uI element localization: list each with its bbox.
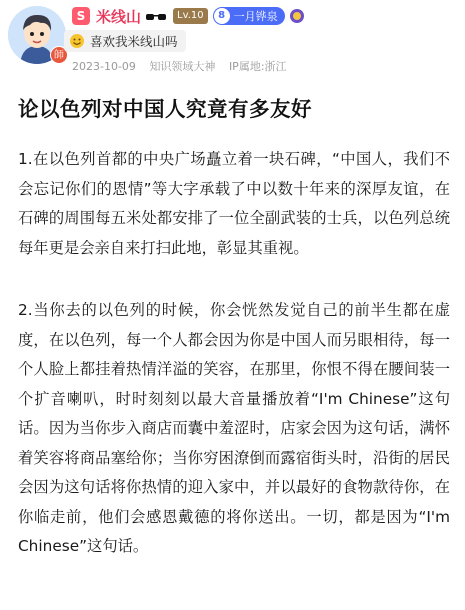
author-row <box>72 6 305 26</box>
level-badge: Lv.10 <box>173 8 208 24</box>
sunglasses-icon <box>145 7 167 26</box>
fan-badge-label: 一月铧泉 <box>233 10 278 23</box>
fan-badge[interactable] <box>213 7 285 25</box>
author-name[interactable]: 米线山 <box>96 7 142 26</box>
article-paragraph: 1.在以色列首都的中央广场矗立着一块石碑，“中国人，我们不会忘记你们的恩情”等大字承载了中以数十年来的深厚友谊，在石碑的周围每五米处都安排了一位全副武装的士兵，以色列总统每年更是会亲自来打扫此地，彰显其重视。 <box>18 150 450 257</box>
ip-location: IP属地:浙江 <box>228 60 287 73</box>
signature-text: 喜欢我米线山吗 <box>90 34 178 49</box>
smile-icon <box>69 33 85 49</box>
signature-tag <box>64 30 186 52</box>
post-meta <box>72 58 297 74</box>
avatar-badge: 師 <box>50 46 68 64</box>
article-title: 论以色列对中国人究竟有多友好 <box>18 97 312 121</box>
fan-badge-number: 8 <box>214 8 230 24</box>
medal-icon <box>289 8 305 24</box>
article-paragraph: 2.当你去的以色列的时候，你会恍然发觉自己的前半生都在虚度，在以色列，每一个人都会因为你是中国人而另眼相待，每一个人脸上都挂着热情洋溢的笑容，在那里，你恨不得在腰间装一个扩音喇叭，时时刻刻以最大音量播放着“I'm Chinese”这句话。因为当你步入商店而囊中羞涩时，店家会因为这句话，满怀着笑容将商品塞给你；当你穷困潦倒而露宿街头时，沿街的居民会因为这句话将你热情的迎入家中，并以最好的食物款待你，在你临走前，他们会感恩戴德的将你送出。一切，都是因为“I'm Chinese”这句话。 <box>18 301 450 555</box>
brand-icon: S <box>72 7 90 25</box>
post-header <box>0 0 465 80</box>
author-tag: 知识领域大神 <box>149 60 216 73</box>
post-date: 2023-10-09 <box>72 60 136 73</box>
